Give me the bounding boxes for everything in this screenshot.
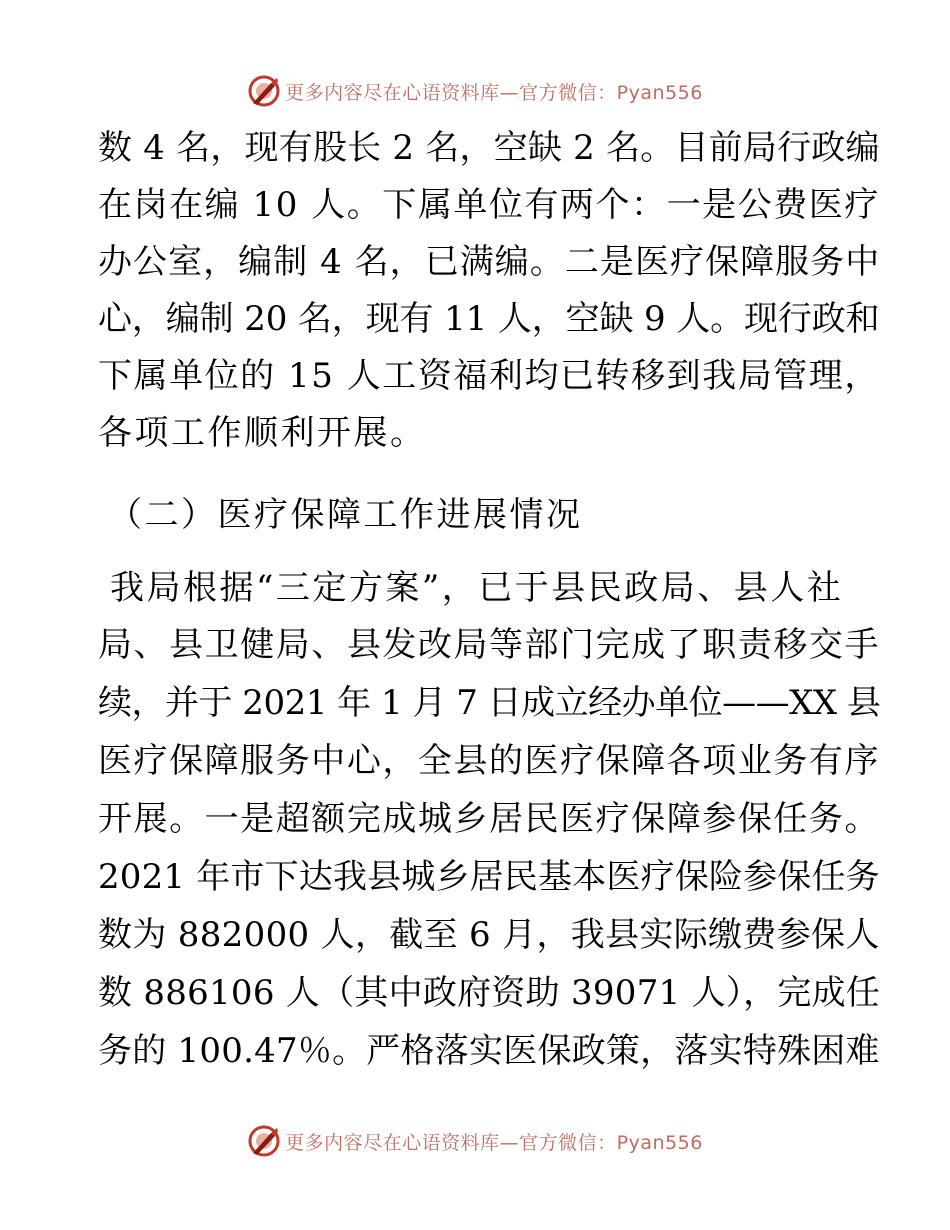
paragraph-line: 务的 100.47％。严格落实医保政策，落实特殊困难 (98, 1031, 880, 1071)
paragraph-line: 在岗在编 10 人。下属单位有两个：一是公费医疗 (98, 185, 880, 225)
paragraph-line: 数 886106 人（其中政府资助 39071 人），完成任 (98, 973, 881, 1013)
watermark-text: 更多内容尽在心语资料库—官方微信：Pyan556 (285, 1131, 703, 1154)
paragraph-line: 续，并于 2021 年 1 月 7 日成立经办单位——XX 县 (98, 683, 881, 723)
section-heading: （二）医疗保障工作进展情况 (108, 495, 583, 535)
footer-watermark (0, 1121, 950, 1161)
paragraph-line: 心，编制 20 名，现有 11 人，空缺 9 人。现行政和 (98, 299, 880, 339)
paragraph-line: 2021 年市下达我县城乡居民基本医疗保险参保任务 (98, 857, 880, 897)
paragraph-line: 下属单位的 15 人工资福利均已转移到我局管理， (98, 356, 880, 396)
paragraph-line: 数为 882000 人，截至 6 月，我县实际缴费参保人 (98, 915, 880, 955)
paragraph-line: 开展。一是超额完成城乡居民医疗保障参保任务。 (98, 799, 880, 839)
quill-pen-seal-icon (247, 1124, 281, 1158)
paragraph-line: 医疗保障服务中心，全县的医疗保障各项业务有序 (98, 741, 880, 781)
paragraph-line: 我局根据“三定方案”，已于县民政局、县人社 (110, 568, 844, 608)
paragraph-line: 各项工作顺利开展。 (98, 413, 427, 453)
paragraph-line: 办公室，编制 4 名，已满编。二是医疗保障服务中 (98, 242, 881, 282)
paragraph-line: 数 4 名，现有股长 2 名，空缺 2 名。目前局行政编 (98, 128, 880, 168)
watermark-text: 更多内容尽在心语资料库—官方微信：Pyan556 (285, 81, 703, 104)
paragraph-line: 局、县卫健局、县发改局等部门完成了职责移交手 (98, 625, 880, 665)
